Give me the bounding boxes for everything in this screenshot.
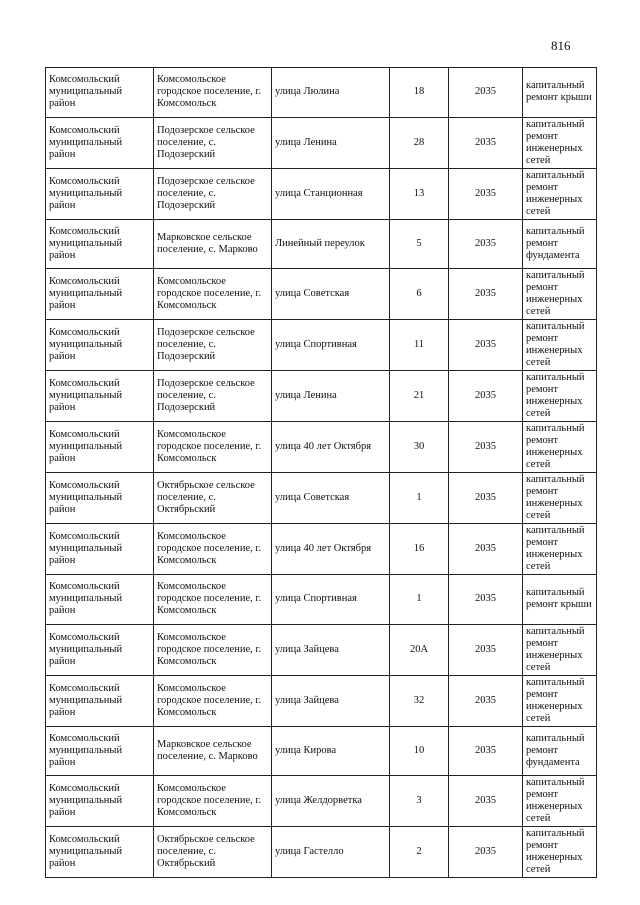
house-number-cell: 20А	[390, 624, 449, 675]
settlement-cell: Подозерское сельское поселение, с. Подозерский	[154, 168, 272, 219]
work-type-cell: капитальный ремонт инженерных сетей	[523, 371, 597, 422]
work-type-cell: капитальный ремонт инженерных сетей	[523, 320, 597, 371]
house-number-cell: 21	[390, 371, 449, 422]
table-row	[46, 269, 597, 320]
table-row	[46, 68, 597, 118]
work-type-cell: капитальный ремонт крыши	[523, 575, 597, 625]
work-type-cell: капитальный ремонт фундамента	[523, 219, 597, 269]
district-cell: Комсомольский муниципальный район	[46, 422, 154, 473]
settlement-cell: Октябрьское сельское поселение, с. Октябрьский	[154, 827, 272, 878]
house-number-cell: 3	[390, 776, 449, 827]
district-cell: Комсомольский муниципальный район	[46, 371, 154, 422]
work-type-cell: капитальный ремонт инженерных сетей	[523, 827, 597, 878]
year-cell: 2035	[449, 776, 523, 827]
work-type-cell: капитальный ремонт крыши	[523, 68, 597, 118]
house-number-cell: 1	[390, 575, 449, 625]
table-row	[46, 675, 597, 726]
street-cell: улица Советская	[272, 473, 390, 524]
street-cell: улица Зайцева	[272, 624, 390, 675]
settlement-cell: Комсомольское городское поселение, г. Комсомольск	[154, 422, 272, 473]
settlement-cell: Октябрьское сельское поселение, с. Октябрьский	[154, 473, 272, 524]
district-cell: Комсомольский муниципальный район	[46, 68, 154, 118]
street-cell: улица Спортивная	[272, 320, 390, 371]
street-cell: улица 40 лет Октября	[272, 524, 390, 575]
year-cell: 2035	[449, 675, 523, 726]
work-type-cell: капитальный ремонт инженерных сетей	[523, 473, 597, 524]
table-row	[46, 524, 597, 575]
table-row	[46, 726, 597, 776]
street-cell: улица Зайцева	[272, 675, 390, 726]
settlement-cell: Комсомольское городское поселение, г. Комсомольск	[154, 624, 272, 675]
settlement-cell: Марковское сельское поселение, с. Марково	[154, 726, 272, 776]
street-cell: улица Люлина	[272, 68, 390, 118]
street-cell: улица Ленина	[272, 117, 390, 168]
table-row	[46, 320, 597, 371]
table-row	[46, 827, 597, 878]
year-cell: 2035	[449, 68, 523, 118]
settlement-cell: Комсомольское городское поселение, г. Комсомольск	[154, 575, 272, 625]
house-number-cell: 6	[390, 269, 449, 320]
settlement-cell: Подозерское сельское поселение, с. Подозерский	[154, 117, 272, 168]
work-type-cell: капитальный ремонт инженерных сетей	[523, 168, 597, 219]
house-number-cell: 16	[390, 524, 449, 575]
district-cell: Комсомольский муниципальный район	[46, 575, 154, 625]
settlement-cell: Подозерское сельское поселение, с. Подозерский	[154, 371, 272, 422]
table-row	[46, 575, 597, 625]
house-number-cell: 13	[390, 168, 449, 219]
district-cell: Комсомольский муниципальный район	[46, 117, 154, 168]
settlement-cell: Комсомольское городское поселение, г. Комсомольск	[154, 675, 272, 726]
street-cell: улица Гастелло	[272, 827, 390, 878]
house-number-cell: 2	[390, 827, 449, 878]
house-number-cell: 32	[390, 675, 449, 726]
district-cell: Комсомольский муниципальный район	[46, 219, 154, 269]
district-cell: Комсомольский муниципальный район	[46, 827, 154, 878]
year-cell: 2035	[449, 726, 523, 776]
table-body	[46, 68, 597, 878]
settlement-cell: Подозерское сельское поселение, с. Подозерский	[154, 320, 272, 371]
year-cell: 2035	[449, 371, 523, 422]
work-type-cell: капитальный ремонт инженерных сетей	[523, 422, 597, 473]
settlement-cell: Марковское сельское поселение, с. Марково	[154, 219, 272, 269]
year-cell: 2035	[449, 827, 523, 878]
district-cell: Комсомольский муниципальный район	[46, 776, 154, 827]
settlement-cell: Комсомольское городское поселение, г. Комсомольск	[154, 524, 272, 575]
year-cell: 2035	[449, 422, 523, 473]
street-cell: улица 40 лет Октября	[272, 422, 390, 473]
street-cell: улица Спортивная	[272, 575, 390, 625]
district-cell: Комсомольский муниципальный район	[46, 473, 154, 524]
year-cell: 2035	[449, 168, 523, 219]
year-cell: 2035	[449, 117, 523, 168]
settlement-cell: Комсомольское городское поселение, г. Комсомольск	[154, 776, 272, 827]
street-cell: улица Желдорветка	[272, 776, 390, 827]
year-cell: 2035	[449, 473, 523, 524]
house-number-cell: 10	[390, 726, 449, 776]
district-cell: Комсомольский муниципальный район	[46, 269, 154, 320]
table-row	[46, 117, 597, 168]
district-cell: Комсомольский муниципальный район	[46, 168, 154, 219]
work-type-cell: капитальный ремонт инженерных сетей	[523, 624, 597, 675]
district-cell: Комсомольский муниципальный район	[46, 524, 154, 575]
street-cell: улица Ленина	[272, 371, 390, 422]
street-cell: улица Станционная	[272, 168, 390, 219]
year-cell: 2035	[449, 575, 523, 625]
table-row	[46, 473, 597, 524]
work-type-cell: капитальный ремонт фундамента	[523, 726, 597, 776]
settlement-cell: Комсомольское городское поселение, г. Комсомольск	[154, 269, 272, 320]
district-cell: Комсомольский муниципальный район	[46, 675, 154, 726]
district-cell: Комсомольский муниципальный район	[46, 624, 154, 675]
repair-schedule-table	[45, 67, 597, 878]
table-row	[46, 422, 597, 473]
house-number-cell: 5	[390, 219, 449, 269]
house-number-cell: 18	[390, 68, 449, 118]
table-row	[46, 168, 597, 219]
work-type-cell: капитальный ремонт инженерных сетей	[523, 117, 597, 168]
house-number-cell: 28	[390, 117, 449, 168]
work-type-cell: капитальный ремонт инженерных сетей	[523, 776, 597, 827]
table-row	[46, 624, 597, 675]
house-number-cell: 11	[390, 320, 449, 371]
table-row	[46, 776, 597, 827]
year-cell: 2035	[449, 320, 523, 371]
street-cell: улица Советская	[272, 269, 390, 320]
work-type-cell: капитальный ремонт инженерных сетей	[523, 269, 597, 320]
district-cell: Комсомольский муниципальный район	[46, 320, 154, 371]
district-cell: Комсомольский муниципальный район	[46, 726, 154, 776]
table-row	[46, 219, 597, 269]
work-type-cell: капитальный ремонт инженерных сетей	[523, 524, 597, 575]
year-cell: 2035	[449, 219, 523, 269]
house-number-cell: 1	[390, 473, 449, 524]
year-cell: 2035	[449, 269, 523, 320]
house-number-cell: 30	[390, 422, 449, 473]
work-type-cell: капитальный ремонт инженерных сетей	[523, 675, 597, 726]
table-row	[46, 371, 597, 422]
page-number: 816	[551, 38, 571, 53]
settlement-cell: Комсомольское городское поселение, г. Комсомольск	[154, 68, 272, 118]
street-cell: улица Кирова	[272, 726, 390, 776]
street-cell: Линейный переулок	[272, 219, 390, 269]
year-cell: 2035	[449, 624, 523, 675]
year-cell: 2035	[449, 524, 523, 575]
